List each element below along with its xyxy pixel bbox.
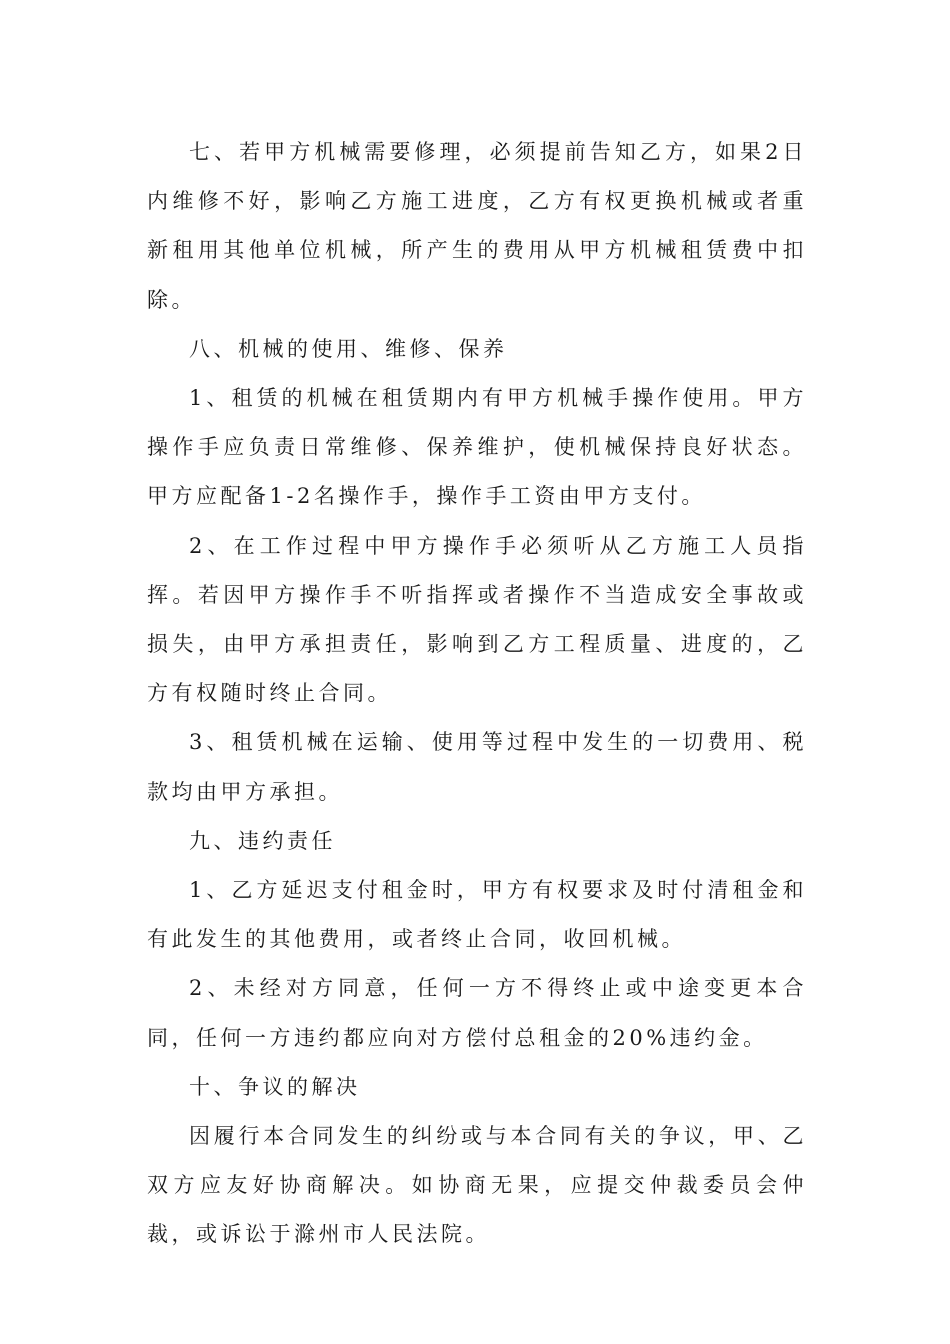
section-10-heading: 十、争议的解决 [189, 1074, 361, 1099]
section-9-item-2: 2、未经对方同意，任何一方不得终止或中途变更本合同，任何一方违约都应向对方偿付总租金的20%违约金。 [147, 976, 807, 1050]
section-8-heading: 八、机械的使用、维修、保养 [189, 336, 508, 361]
section-8-item-1: 1、租赁的机械在租赁期内有甲方机械手操作使用。甲方操作手应负责日常维修、保养维护，使机械保持良好状态。甲方应配备1-2名操作手，操作手工资由甲方支付。 [147, 386, 807, 509]
section-9-item-1: 1、乙方延迟支付租金时，甲方有权要求及时付清租金和有此发生的其他费用，或者终止合同，收回机械。 [147, 878, 807, 952]
section-8-item-2: 2、在工作过程中甲方操作手必须听从乙方施工人员指挥。若因甲方操作手不听指挥或者操作不当造成安全事故或损失，由甲方承担责任，影响到乙方工程质量、进度的，乙方有权随时终止合同。 [147, 533, 807, 706]
section-9-heading: 九、违约责任 [189, 828, 336, 853]
section-8-item-3: 3、租赁机械在运输、使用等过程中发生的一切费用、税款均由甲方承担。 [147, 730, 807, 804]
clause-7-paragraph: 七、若甲方机械需要修理，必须提前告知乙方，如果2日内维修不好，影响乙方施工进度，乙方有权更换机械或者重新租用其他单位机械，所产生的费用从甲方机械租赁费中扣除。 [147, 140, 807, 312]
document-body [147, 128, 807, 1260]
section-10-paragraph: 因履行本合同发生的纠纷或与本合同有关的争议，甲、乙双方应友好协商解决。如协商无果，应提交仲裁委员会仲裁，或诉讼于滁州市人民法院。 [147, 1124, 807, 1247]
